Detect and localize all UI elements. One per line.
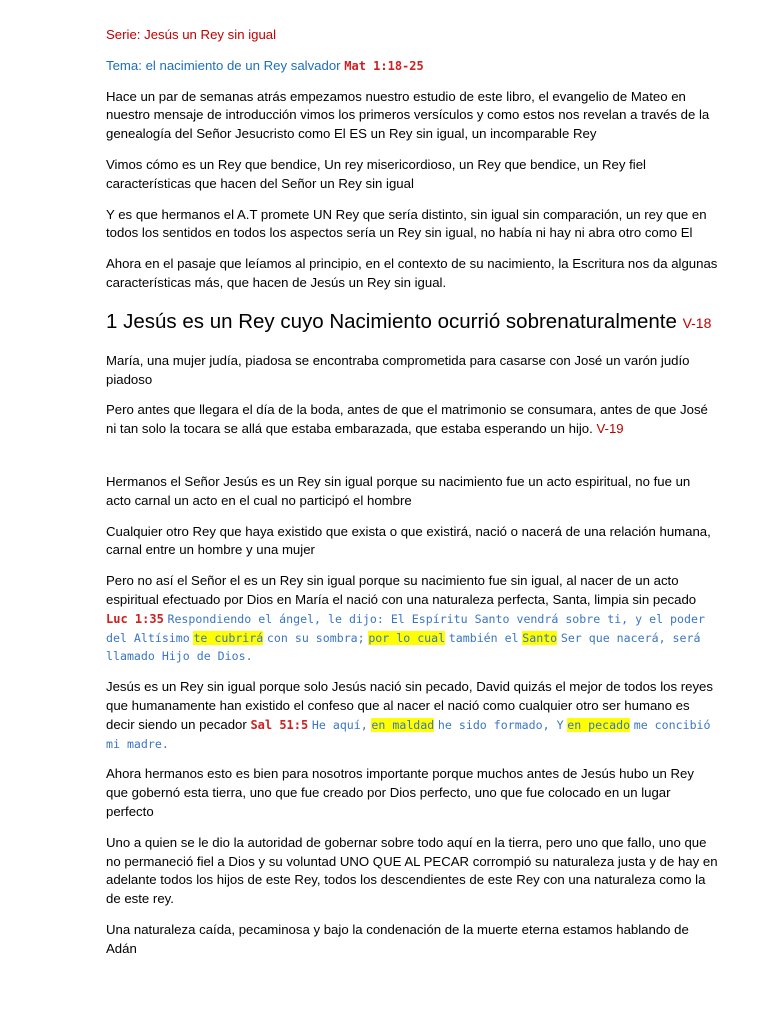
psalm-highlight-1: en maldad <box>371 717 435 732</box>
section-heading <box>106 305 718 340</box>
psalm-lead: Jesús es un Rey sin igual porque solo Jesús nació sin pecado, David quizás el mejor de todos los reyes que humanamente han existido el confeso que al nacer el nació como cualquier otro ser humano es decir siendo un pecador <box>106 679 713 732</box>
maria-paragraph: María, una mujer judía, piadosa se encontraba comprometida para casarse con José un varón judío piadoso <box>106 352 690 387</box>
psalm-verse-2: he sido formado, Y <box>437 717 564 732</box>
psalm-highlight-2: en pecado <box>567 717 631 732</box>
section-heading-verse: V-18 <box>682 314 712 331</box>
intro-paragraph-2: Vimos cómo es un Rey que bendice, Un rey misericordioso, un Rey que bendice, un Rey fiel características que hacen del Señor un Rey sin igual <box>106 156 646 191</box>
outro-paragraph-1: Ahora hermanos esto es bien para nosotros importante porque muchos antes de Jesús hubo un Rey que gobernó esta tierra, uno que fue creado por Dios perfecto, uno que fue colocado en un lugar perfecto <box>106 766 694 819</box>
intro-paragraph-4: Ahora en el pasaje que leíamos al principio, en el contexto de su nacimiento, la Escritura nos da algunas características más, que hacen de Jesús un Rey sin igual. <box>106 256 718 290</box>
luke-lead: Pero no así el Señor el es un Rey sin igual porque su nacimiento fue sin igual, al nacer de un acto espiritual efectuado por Dios en María el nació con una naturaleza perfecta, Santa, limpia sin pecado <box>106 573 697 607</box>
topic-line <box>106 57 718 76</box>
other-kings-paragraph: Cualquier otro Rey que haya existido que exista o que existirá, nació o nacerá de una relación humana, carnal entre un hombre y una mujer <box>106 523 711 558</box>
wedding-text: Pero antes que llegara el día de la boda, antes de que el matrimonio se consumara, antes de que José ni tan solo la tocara se allá que estaba embarazada, que estaba esperando un hijo. <box>106 402 708 437</box>
psalm-verse-1: He aquí, <box>311 717 368 732</box>
wedding-paragraph <box>106 401 718 439</box>
luke-highlight-3: Santo <box>522 630 558 645</box>
outro-paragraph-3: Una naturaleza caída, pecaminosa y bajo la condenación de la muerte eterna estamos hablando de Adán <box>106 921 689 956</box>
series-title: Serie: Jesús un Rey sin igual <box>106 27 277 42</box>
luke-reference: Luc 1:35 <box>106 611 164 626</box>
psalm-reference: Sal 51:5 <box>250 717 309 732</box>
spacer <box>106 451 718 473</box>
luke-highlight-2: por lo cual <box>368 630 446 645</box>
luke-verse-1: Respondiendo el ángel, le dijo: El Espíritu Santo vendrá sobre ti, y el poder del Altísimo <box>106 611 705 645</box>
wedding-verse: V-19 <box>596 421 624 437</box>
psalm-verse-3: me concibió mi madre. <box>106 717 711 751</box>
section-heading-text: 1 Jesús es un Rey cuyo Nacimiento ocurrió sobrenaturalmente <box>106 309 677 333</box>
luke-highlight-1: te cubrirá <box>193 630 264 645</box>
luke-verse-3: también el <box>448 630 519 645</box>
luke-verse-4: Ser que nacerá, será llamado Hijo de Dios. <box>106 630 701 664</box>
outro-paragraph-2: Uno a quien se le dio la autoridad de gobernar sobre todo aquí en la tierra, pero uno que fallo, uno que no permaneció fiel a Dios y su voluntad UNO QUE AL PECAR corrompió su naturaleza justa y de hay en adelante todos los hijos de este Rey, todos los descendientes de este Rey con una naturaleza como la de este rey. <box>106 834 718 907</box>
intro-paragraph-1: Hace un par de semanas atrás empezamos nuestro estudio de este libro, el evangelio de Mateo en nuestro mensaje de introducción vimos los primeros versículos y como estos nos revelan a través de la genealogía del Señor Jesucristo como El ES un Rey sin igual, un incomparable Rey <box>106 88 710 142</box>
luke-paragraph <box>106 572 718 666</box>
luke-verse-2: con su sombra; <box>266 630 365 645</box>
intro-paragraph-3: Y es que hermanos el A.T promete UN Rey que sería distinto, sin igual sin comparación, un rey que en todos los sentidos en todos los aspectos sería un Rey sin igual, no había ni hay ni abra otro como El <box>106 206 707 241</box>
topic-label: Tema: el nacimiento de un Rey salvador <box>106 57 341 73</box>
hermanos-paragraph: Hermanos el Señor Jesús es un Rey sin igual porque su nacimiento fue un acto espiritual, no fue un acto carnal un acto en el cual no participó el hombre <box>106 473 691 508</box>
psalm-paragraph <box>106 678 718 753</box>
topic-reference: Mat 1:18-25 <box>344 58 424 73</box>
